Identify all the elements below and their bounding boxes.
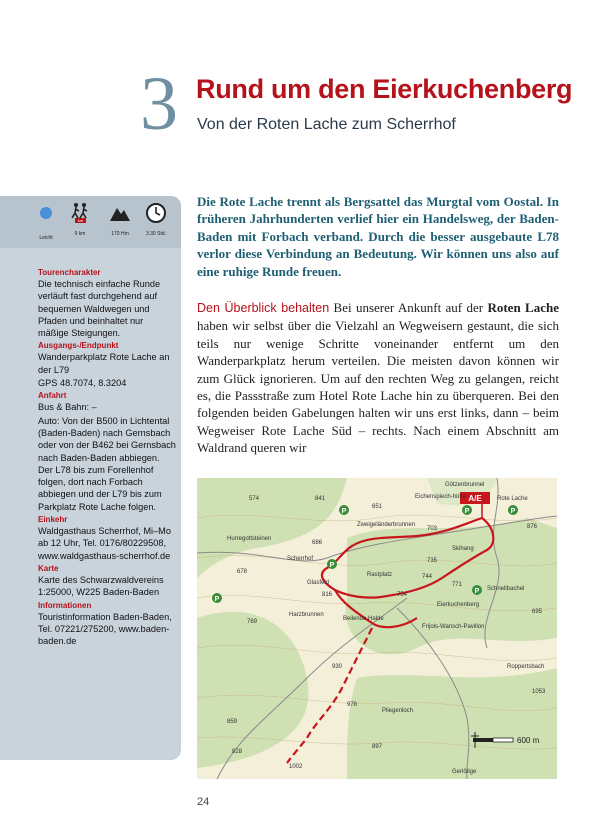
svg-text:P: P (214, 596, 220, 603)
svg-text:P: P (464, 508, 470, 515)
stats-bar (0, 196, 181, 248)
height-label: 897 (372, 744, 383, 750)
scale-label: 600 m (517, 736, 540, 745)
parking-icon (327, 559, 337, 569)
svg-text:P: P (474, 588, 480, 595)
map-label: Glasfeld (307, 580, 330, 586)
height-label: 1002 (289, 764, 303, 770)
chapter-number: 3 (140, 62, 178, 146)
height-label: 735 (427, 558, 438, 564)
km-badge: km (77, 218, 84, 223)
route-map (197, 478, 557, 779)
map-label: Gerlötige (452, 769, 477, 775)
height-label: 841 (315, 496, 326, 502)
einkehr-text: Waldgasthaus Scherrhof, Mi–Mo ab 12 Uhr, Tel. 0176/80229508, www.waldgasthaus-scherrhof.de (38, 526, 171, 561)
page-subtitle: Von der Roten Lache zum Scherrhof (197, 116, 456, 133)
height-label: 574 (249, 496, 260, 502)
distance-label: 9 km (74, 231, 86, 237)
start-end-label: A/E (468, 494, 482, 503)
mountain-icon (109, 202, 131, 224)
map-label: Frijols-Wansch-Pavillon (422, 624, 485, 630)
info-sidebar (0, 196, 181, 760)
parking-icon (508, 505, 518, 515)
start-text: Wanderparkplatz Rote Lache an der L79 (38, 352, 170, 375)
page-title: Rund um den Eierkuchenberg (196, 74, 573, 104)
height-label: 695 (532, 609, 543, 615)
distance-stat (62, 202, 98, 237)
section-heading: Anfahrt (38, 391, 67, 401)
body-paragraph (197, 299, 559, 457)
height-label: 930 (332, 664, 343, 670)
lead-paragraph: Die Rote Lache trennt als Bergsattel das Murgtal vom Oostal. In früheren Jahrhunderten verlief hier ein Handelsweg, der Baden-Baden mit Forbach verband. Durch die besser ausgebaute L78 verlor diese Verbindung an Bedeutung. Wir können uns also auf eine ruhige Runde freuen. (197, 194, 559, 279)
height-label: 754 (397, 592, 408, 598)
height-label: 816 (322, 592, 333, 598)
map-label: Roppertsbach (507, 664, 545, 670)
clock-icon (145, 202, 167, 224)
height-label: 686 (312, 540, 323, 546)
car-text: Auto: Von der B500 in Lichtental (Baden-Baden) nach Gernsbach oder von der B462 bei Gernsbach nach Baden-Baden abbiegen. Der L78 bis zum Forellenhof folgen, dort nach Forbach abbiegen und der L79 bis zum Parkplatz Rote Lache folgen. (38, 415, 176, 512)
height-label: 744 (422, 574, 433, 580)
body-bold: Roten Lache (487, 300, 559, 315)
duration-stat (138, 202, 174, 237)
lead-in: Den Überblick behalten (197, 301, 330, 315)
section-heading: Tourencharakter (38, 268, 101, 277)
section-heading: Ausgangs-/Endpunkt (38, 341, 119, 351)
info-text: Touristinformation Baden-Baden, Tel. 07221/275200, www.baden-baden.de (38, 611, 172, 647)
duration-label: 3.30 Std. (145, 231, 166, 237)
svg-text:P: P (341, 508, 347, 515)
section-heading: Informationen (38, 600, 92, 610)
map-label: Hurregottsteinen (227, 536, 272, 542)
map-label: Skihang (452, 546, 474, 552)
elevation-stat (102, 202, 138, 237)
svg-text:P: P (329, 562, 335, 569)
karte-text: Karte des Schwarzwaldvereins 1:25000, W225 Baden-Baden (38, 574, 164, 598)
map-label: Götzenbrunnel (445, 482, 485, 488)
height-label: 1053 (532, 689, 546, 695)
height-label: 678 (237, 569, 248, 575)
height-label: 651 (372, 504, 383, 510)
body-text: haben wir selbst über die Vielzahl an Wegweisern gestaunt, die sich teils nur wenige Schritte voneinander entfernt um den Wanderparkplatz herum verteilen. Die meisten davon können wir zum Glück ignorieren. Um auf den rechten Weg zu gelangen, reicht es, die Passstraße zum Hotel Rote Lache hin zu überqueren. Bei den folgenden beiden Gabelungen halten wir uns erst links, dann – beim Wegweiser Rote Lache Süd – rechts. Nach einem Abschnitt am Waldrand queren wir (197, 318, 559, 456)
map-label: Rote Lache (497, 496, 528, 502)
map-label: Schnellbachel (487, 586, 525, 592)
parking-icon (472, 585, 482, 595)
map-label: Beilende Halde (343, 616, 384, 622)
map-label: Pliegenloch (382, 708, 414, 714)
parking-icon (462, 505, 472, 515)
bus-text: Bus & Bahn: – (38, 402, 97, 413)
height-label: 978 (347, 702, 358, 708)
section-heading: Karte (38, 563, 59, 573)
elevation-label: 170 Hm (111, 231, 129, 237)
height-label: 771 (452, 582, 463, 588)
tour-character-text: Die technisch einfache Runde verläuft fast durchgehend auf bequemen Waldwegen und Pfaden und beinhaltet nur mäßige Steigungen. (38, 279, 161, 339)
map-label: Rastplatz (367, 572, 393, 578)
map-label: Harzbrunnen (289, 612, 324, 618)
map-svg (197, 478, 557, 779)
svg-text:P: P (510, 508, 516, 515)
difficulty-dot-icon (40, 207, 52, 219)
tour-info (38, 266, 176, 648)
section-heading: Einkehr (38, 515, 68, 525)
map-label: Zweigeländerbrunnen (357, 522, 416, 528)
page-number: 24 (197, 796, 210, 808)
map-label: Scherrhof (287, 556, 314, 562)
hiker-icon (69, 202, 91, 224)
difficulty-stat (28, 202, 64, 241)
body-text: Bei unserer Ankunft auf der (329, 300, 488, 315)
gps-text: GPS 48.7074, 8.3204 (38, 378, 127, 389)
height-label: 769 (247, 619, 258, 625)
height-label: 703 (427, 526, 438, 532)
parking-icon (339, 505, 349, 515)
difficulty-label: Leicht (39, 235, 53, 241)
map-label: Eierkuchenberg (437, 602, 480, 608)
height-label: 828 (232, 749, 243, 755)
height-label: 859 (227, 719, 238, 725)
height-label: 876 (527, 524, 538, 530)
parking-icon (212, 593, 222, 603)
map-label: Eichenspiech-hütte (415, 494, 467, 500)
